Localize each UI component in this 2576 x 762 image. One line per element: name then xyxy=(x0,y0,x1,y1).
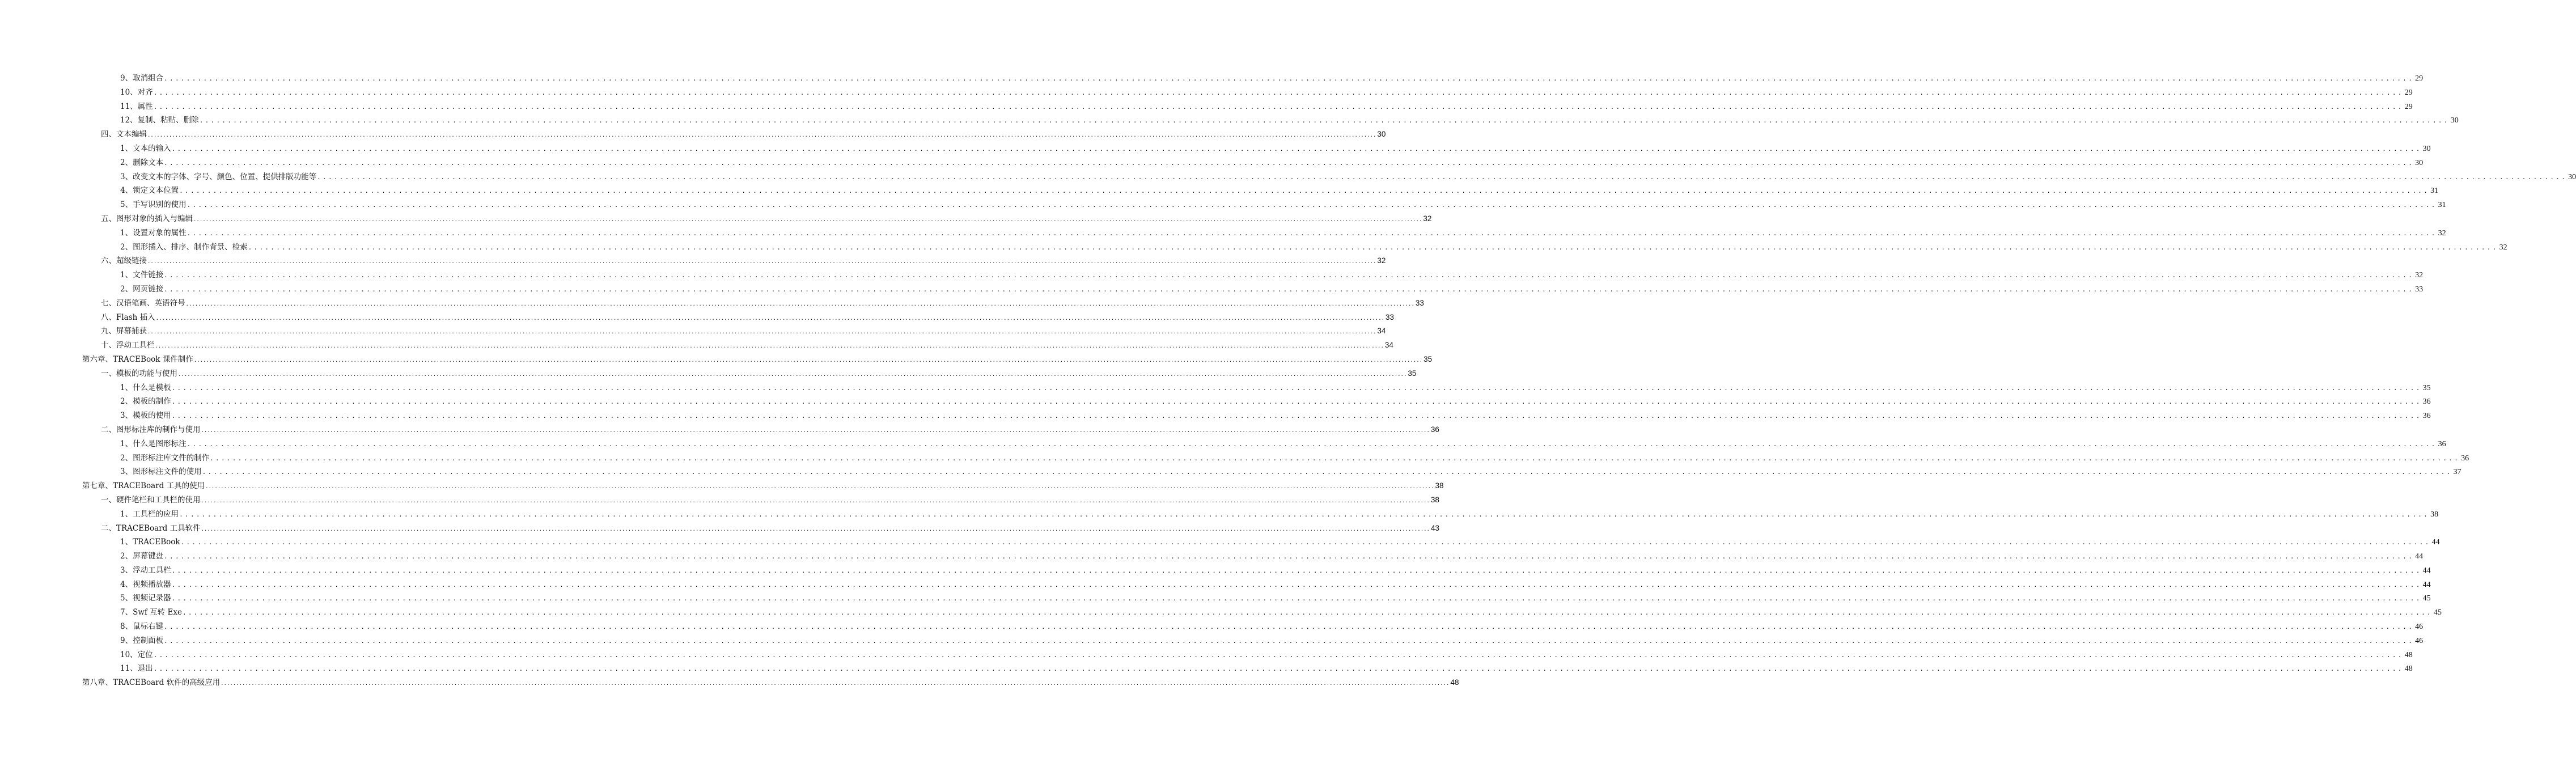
toc-dot-leader: ................................................................................................................................................................................................................................................................................................................................................................................................................ xyxy=(193,357,1423,363)
toc-entry[interactable] xyxy=(0,620,2424,634)
toc-entry[interactable] xyxy=(0,451,2469,465)
toc-entry-line xyxy=(120,465,2461,480)
toc-entry-page-number: 45 xyxy=(2433,608,2442,617)
toc-dot-leader: ................................................................................................................................................................................................................................................................................................................................................................................................................ xyxy=(199,117,2450,125)
toc-entry-page-number: 33 xyxy=(1386,312,1395,321)
toc-entry-page-number: 35 xyxy=(1408,369,1417,378)
toc-entry-line xyxy=(120,409,2431,424)
toc-entry-page-number: 36 xyxy=(2422,397,2431,407)
toc-entry-title: 第八章、TRACEBoard 软件的高级应用 xyxy=(82,678,221,688)
toc-entry-title: 2、模板的制作 xyxy=(120,397,171,407)
toc-dot-leader: ................................................................................................................................................................................................................................................................................................................................................................................................................ xyxy=(185,301,1414,307)
toc-entry-title: 1、什么是图形标注 xyxy=(120,439,187,448)
toc-entry[interactable] xyxy=(0,479,1444,493)
toc-entry[interactable] xyxy=(0,198,2446,212)
toc-dot-leader: ................................................................................................................................................................................................................................................................................................................................................................................................................ xyxy=(201,427,1430,434)
toc-entry[interactable] xyxy=(0,535,2440,549)
toc-entry[interactable] xyxy=(0,437,2446,451)
toc-entry-title: 9、控制面板 xyxy=(120,636,164,645)
toc-dot-leader: ................................................................................................................................................................................................................................................................................................................................................................................................................ xyxy=(205,484,1434,490)
toc-entry[interactable] xyxy=(0,71,2424,86)
toc-entry-title: 2、屏幕键盘 xyxy=(120,552,164,561)
toc-dot-leader: ................................................................................................................................................................................................................................................................................................................................................................................................................ xyxy=(317,173,2567,181)
toc-entry-page-number: 36 xyxy=(1430,425,1439,434)
toc-entry[interactable] xyxy=(0,381,2431,395)
toc-entry[interactable] xyxy=(0,634,2424,648)
toc-entry-page-number: 44 xyxy=(2415,552,2424,561)
toc-entry-title: 10、对齐 xyxy=(120,87,153,97)
toc-entry-title: 一、硬件笔栏和工具栏的使用 xyxy=(101,495,201,505)
toc-dot-leader: ................................................................................................................................................................................................................................................................................................................................................................................................................ xyxy=(147,259,1376,265)
toc-entry-page-number: 32 xyxy=(2499,243,2507,252)
toc-entry-page-number: 36 xyxy=(2438,439,2446,448)
toc-entry-page-number: 32 xyxy=(1377,256,1386,265)
toc-entry-title: 11、退出 xyxy=(120,664,153,674)
toc-entry[interactable] xyxy=(0,240,2507,255)
toc-entry-line xyxy=(120,282,2424,297)
toc-entry[interactable] xyxy=(0,493,1439,507)
toc-entry-title: 二、图形标注库的制作与使用 xyxy=(101,425,201,434)
toc-entry-page-number: 30 xyxy=(1377,130,1386,139)
toc-entry-page-number: 48 xyxy=(2404,664,2413,674)
toc-dot-leader: ................................................................................................................................................................................................................................................................................................................................................................................................................ xyxy=(164,623,2414,631)
toc-entry-line xyxy=(120,226,2446,241)
toc-dot-leader: ................................................................................................................................................................................................................................................................................................................................................................................................................ xyxy=(153,103,2404,111)
toc-entry-title: 1、文本的输入 xyxy=(120,143,171,153)
toc-entry-title: 1、文件链接 xyxy=(120,270,164,280)
toc-entry-line xyxy=(120,268,2424,283)
toc-dot-leader: ................................................................................................................................................................................................................................................................................................................................................................................................................ xyxy=(182,609,2433,617)
toc-entry-page-number: 44 xyxy=(2431,538,2440,547)
toc-entry[interactable] xyxy=(0,156,2424,170)
toc-dot-leader: ................................................................................................................................................................................................................................................................................................................................................................................................................ xyxy=(179,187,2430,195)
toc-entry-page-number: 46 xyxy=(2415,623,2424,632)
toc-entry-line xyxy=(120,591,2431,606)
toc-dot-leader: ................................................................................................................................................................................................................................................................................................................................................................................................................ xyxy=(187,201,2437,209)
toc-dot-leader: ................................................................................................................................................................................................................................................................................................................................................................................................................ xyxy=(153,651,2404,659)
toc-entry-line xyxy=(120,142,2431,156)
toc-entry-line xyxy=(101,324,1386,340)
table-of-contents xyxy=(0,71,2576,690)
toc-dot-leader: ................................................................................................................................................................................................................................................................................................................................................................................................................ xyxy=(210,454,2460,462)
toc-entry[interactable] xyxy=(0,409,2431,423)
toc-entry-page-number: 30 xyxy=(2415,158,2424,167)
toc-dot-leader: ................................................................................................................................................................................................................................................................................................................................................................................................................ xyxy=(171,595,2422,603)
toc-entry-title: 12、复制、粘贴、删除 xyxy=(120,116,199,125)
toc-entry-page-number: 38 xyxy=(2430,510,2439,519)
toc-entry-line xyxy=(120,170,2576,185)
toc-entry[interactable] xyxy=(0,648,2413,662)
toc-entry[interactable] xyxy=(0,212,1432,226)
toc-entry[interactable] xyxy=(0,423,1439,437)
toc-entry-line xyxy=(120,100,2413,115)
toc-entry[interactable] xyxy=(0,507,2439,522)
toc-entry-line xyxy=(120,451,2469,466)
toc-dot-leader: ................................................................................................................................................................................................................................................................................................................................................................................................................ xyxy=(221,681,1450,687)
toc-entry-page-number: 32 xyxy=(2415,271,2424,280)
toc-dot-leader: ................................................................................................................................................................................................................................................................................................................................................................................................................ xyxy=(171,412,2422,420)
toc-entry-page-number: 44 xyxy=(2422,580,2431,589)
toc-entry-page-number: 32 xyxy=(2438,228,2446,238)
toc-dot-leader: ................................................................................................................................................................................................................................................................................................................................................................................................................ xyxy=(201,498,1430,504)
toc-entry-title: 1、设置对象的属性 xyxy=(120,228,187,238)
toc-entry-line xyxy=(120,648,2413,663)
toc-entry[interactable] xyxy=(0,676,1459,690)
toc-entry-page-number: 38 xyxy=(1430,495,1439,504)
toc-entry-line xyxy=(120,86,2413,100)
toc-entry-title: 1、TRACEBook xyxy=(120,537,180,547)
toc-entry-title: 3、改变文本的字体、字号、颜色、位置、提供排版功能等 xyxy=(120,172,317,181)
toc-dot-leader: ................................................................................................................................................................................................................................................................................................................................................................................................................ xyxy=(171,398,2422,406)
toc-entry-title: 1、工具栏的应用 xyxy=(120,509,179,519)
toc-entry-title: 九、屏幕捕获 xyxy=(101,327,147,336)
toc-entry-page-number: 37 xyxy=(2453,468,2461,477)
toc-entry[interactable] xyxy=(0,578,2431,592)
toc-entry[interactable] xyxy=(0,113,2459,128)
toc-entry-line xyxy=(120,507,2439,522)
toc-entry-page-number: 30 xyxy=(2568,172,2576,181)
toc-entry[interactable] xyxy=(0,184,2439,198)
toc-dot-leader: ................................................................................................................................................................................................................................................................................................................................................................................................................ xyxy=(248,243,2498,251)
toc-dot-leader: ................................................................................................................................................................................................................................................................................................................................................................................................................ xyxy=(164,159,2414,167)
toc-entry-page-number: 38 xyxy=(1435,481,1444,490)
toc-dot-leader: ................................................................................................................................................................................................................................................................................................................................................................................................................ xyxy=(153,88,2404,96)
toc-entry-title: 8、鼠标右键 xyxy=(120,622,164,632)
toc-dot-leader: ................................................................................................................................................................................................................................................................................................................................................................................................................ xyxy=(171,145,2422,153)
toc-entry[interactable] xyxy=(0,606,2442,620)
toc-entry[interactable] xyxy=(0,100,2413,114)
toc-entry-page-number: 31 xyxy=(2430,187,2439,196)
toc-entry-line xyxy=(120,156,2424,171)
toc-entry-page-number: 30 xyxy=(2422,144,2431,153)
toc-entry-line xyxy=(120,198,2446,213)
toc-dot-leader: ................................................................................................................................................................................................................................................................................................................................................................................................................ xyxy=(180,539,2431,547)
toc-entry-title: 2、图形标注库文件的制作 xyxy=(120,453,210,463)
toc-dot-leader: ................................................................................................................................................................................................................................................................................................................................................................................................................ xyxy=(171,566,2422,574)
toc-entry-title: 2、图形插入、排序、制作背景、检索 xyxy=(120,242,248,252)
toc-entry-line xyxy=(120,240,2507,255)
toc-entry-line xyxy=(120,71,2424,86)
toc-entry-title: 4、视频播放器 xyxy=(120,579,171,589)
toc-entry-line xyxy=(101,297,1424,312)
toc-entry[interactable] xyxy=(0,128,1386,142)
toc-entry[interactable] xyxy=(0,86,2413,100)
toc-dot-leader: ................................................................................................................................................................................................................................................................................................................................................................................................................ xyxy=(164,285,2414,293)
toc-entry-line xyxy=(101,367,1417,382)
toc-dot-leader: ................................................................................................................................................................................................................................................................................................................................................................................................................ xyxy=(187,440,2437,448)
toc-entry-page-number: 46 xyxy=(2415,636,2424,645)
toc-entry-title: 八、Flash 插入 xyxy=(101,312,155,322)
toc-entry-line xyxy=(120,113,2459,128)
toc-entry-title: 7、Swf 互转 Exe xyxy=(120,608,182,617)
toc-entry-page-number: 34 xyxy=(1384,341,1393,350)
toc-entry-page-number: 33 xyxy=(2415,285,2424,294)
toc-entry-line xyxy=(101,338,1393,354)
toc-entry[interactable] xyxy=(0,282,2424,297)
toc-entry-title: 2、删除文本 xyxy=(120,158,164,167)
toc-entry-line xyxy=(120,437,2446,452)
toc-entry-line xyxy=(101,128,1386,143)
toc-entry-title: 十、浮动工具栏 xyxy=(101,341,155,350)
toc-dot-leader: ................................................................................................................................................................................................................................................................................................................................................................................................................ xyxy=(164,637,2414,645)
toc-entry-line xyxy=(101,212,1432,227)
toc-entry-page-number: 35 xyxy=(2422,383,2431,392)
toc-entry-page-number: 29 xyxy=(2415,74,2424,83)
toc-entry-title: 七、汉语笔画、英语符号 xyxy=(101,298,185,308)
toc-dot-leader: ................................................................................................................................................................................................................................................................................................................................................................................................................ xyxy=(202,468,2452,476)
toc-entry-page-number: 30 xyxy=(2450,116,2459,125)
toc-entry-title: 5、视频记录器 xyxy=(120,594,171,603)
toc-entry-line xyxy=(101,311,1395,326)
toc-dot-leader: ................................................................................................................................................................................................................................................................................................................................................................................................................ xyxy=(153,665,2404,673)
toc-entry-line xyxy=(120,634,2424,649)
toc-entry-page-number: 33 xyxy=(1415,298,1424,307)
toc-entry-title: 10、定位 xyxy=(120,650,153,659)
toc-entry-line xyxy=(120,578,2431,592)
toc-entry-line xyxy=(82,353,1433,368)
toc-entry-title: 四、文本编辑 xyxy=(101,130,147,139)
toc-entry-line xyxy=(120,549,2424,564)
toc-entry[interactable] xyxy=(0,338,1393,353)
toc-dot-leader: ................................................................................................................................................................................................................................................................................................................................................................................................................ xyxy=(187,229,2437,237)
toc-entry-page-number: 32 xyxy=(1423,214,1432,223)
toc-entry-line xyxy=(82,676,1459,691)
toc-entry[interactable] xyxy=(0,324,1386,338)
toc-entry-page-number: 35 xyxy=(1423,354,1433,363)
toc-entry-line xyxy=(120,184,2439,198)
toc-entry-title: 一、模板的功能与使用 xyxy=(101,369,177,378)
toc-entry[interactable] xyxy=(0,268,2424,282)
toc-entry-line xyxy=(120,662,2413,676)
toc-dot-leader: ................................................................................................................................................................................................................................................................................................................................................................................................................ xyxy=(171,581,2422,589)
toc-entry-title: 5、手写识别的使用 xyxy=(120,200,187,210)
toc-entry-title: 第七章、TRACEBoard 工具的使用 xyxy=(82,481,205,491)
toc-entry-page-number: 48 xyxy=(1450,678,1459,687)
toc-entry-title: 二、TRACEBoard 工具软件 xyxy=(101,523,201,533)
toc-entry[interactable] xyxy=(0,591,2431,606)
toc-entry-page-number: 29 xyxy=(2404,88,2413,97)
toc-entry-line xyxy=(101,423,1439,438)
toc-entry[interactable] xyxy=(0,311,1395,325)
toc-entry-page-number: 36 xyxy=(2461,454,2469,463)
toc-entry-line xyxy=(120,620,2424,634)
toc-entry[interactable] xyxy=(0,142,2431,156)
toc-entry-line xyxy=(101,254,1386,269)
toc-entry-title: 五、图形对象的插入与编辑 xyxy=(101,214,193,223)
toc-entry-line xyxy=(82,479,1444,494)
toc-entry-title: 11、属性 xyxy=(120,101,153,111)
toc-entry-line xyxy=(120,395,2431,409)
toc-entry[interactable] xyxy=(0,367,1417,381)
toc-entry-page-number: 29 xyxy=(2404,102,2413,111)
toc-entry-page-number: 31 xyxy=(2438,201,2446,210)
toc-entry-page-number: 48 xyxy=(2404,650,2413,659)
toc-dot-leader: ................................................................................................................................................................................................................................................................................................................................................................................................................ xyxy=(201,526,1430,532)
toc-entry-line xyxy=(101,522,1440,537)
toc-dot-leader: ................................................................................................................................................................................................................................................................................................................................................................................................................ xyxy=(155,315,1385,321)
toc-entry[interactable] xyxy=(0,226,2446,240)
toc-entry-title: 3、图形标注文件的使用 xyxy=(120,467,202,477)
toc-entry-page-number: 45 xyxy=(2422,594,2431,603)
toc-dot-leader: ................................................................................................................................................................................................................................................................................................................................................................................................................ xyxy=(155,344,1384,350)
toc-entry-title: 1、什么是模板 xyxy=(120,383,171,392)
toc-dot-leader: ................................................................................................................................................................................................................................................................................................................................................................................................................ xyxy=(178,371,1407,378)
toc-entry-title: 4、锁定文本位置 xyxy=(120,186,179,196)
toc-dot-leader: ................................................................................................................................................................................................................................................................................................................................................................................................................ xyxy=(164,553,2414,561)
toc-entry-title: 六、超级链接 xyxy=(101,256,147,266)
toc-entry-title: 3、模板的使用 xyxy=(120,411,171,421)
toc-entry-line xyxy=(120,381,2431,396)
toc-entry-title: 9、取消组合 xyxy=(120,74,164,83)
toc-entry-title: 3、浮动工具栏 xyxy=(120,565,171,575)
toc-entry[interactable] xyxy=(0,662,2413,676)
toc-dot-leader: ................................................................................................................................................................................................................................................................................................................................................................................................................ xyxy=(179,510,2430,518)
toc-entry[interactable] xyxy=(0,353,1433,367)
toc-entry-line xyxy=(120,564,2431,578)
toc-entry[interactable] xyxy=(0,395,2431,409)
toc-dot-leader: ................................................................................................................................................................................................................................................................................................................................................................................................................ xyxy=(164,272,2414,280)
toc-entry-page-number: 44 xyxy=(2422,566,2431,575)
toc-dot-leader: ................................................................................................................................................................................................................................................................................................................................................................................................................ xyxy=(164,75,2414,82)
toc-dot-leader: ................................................................................................................................................................................................................................................................................................................................................................................................................ xyxy=(171,384,2422,392)
toc-entry[interactable] xyxy=(0,297,1424,311)
toc-entry[interactable] xyxy=(0,522,1440,536)
toc-entry[interactable] xyxy=(0,254,1386,268)
toc-entry[interactable] xyxy=(0,170,2576,184)
toc-entry-page-number: 36 xyxy=(2422,412,2431,421)
toc-entry[interactable] xyxy=(0,465,2461,479)
toc-dot-leader: ................................................................................................................................................................................................................................................................................................................................................................................................................ xyxy=(147,329,1376,336)
toc-entry[interactable] xyxy=(0,549,2424,564)
toc-entry-line xyxy=(101,493,1439,509)
toc-entry[interactable] xyxy=(0,564,2431,578)
toc-dot-leader: ................................................................................................................................................................................................................................................................................................................................................................................................................ xyxy=(147,133,1376,139)
toc-entry-line xyxy=(120,606,2442,620)
toc-entry-line xyxy=(120,535,2440,550)
toc-entry-title: 第六章、TRACEBook 课件制作 xyxy=(82,354,193,364)
toc-entry-page-number: 43 xyxy=(1430,523,1440,532)
toc-dot-leader: ................................................................................................................................................................................................................................................................................................................................................................................................................ xyxy=(193,217,1422,223)
toc-entry-title: 2、网页链接 xyxy=(120,284,164,294)
toc-entry-page-number: 34 xyxy=(1377,327,1386,336)
